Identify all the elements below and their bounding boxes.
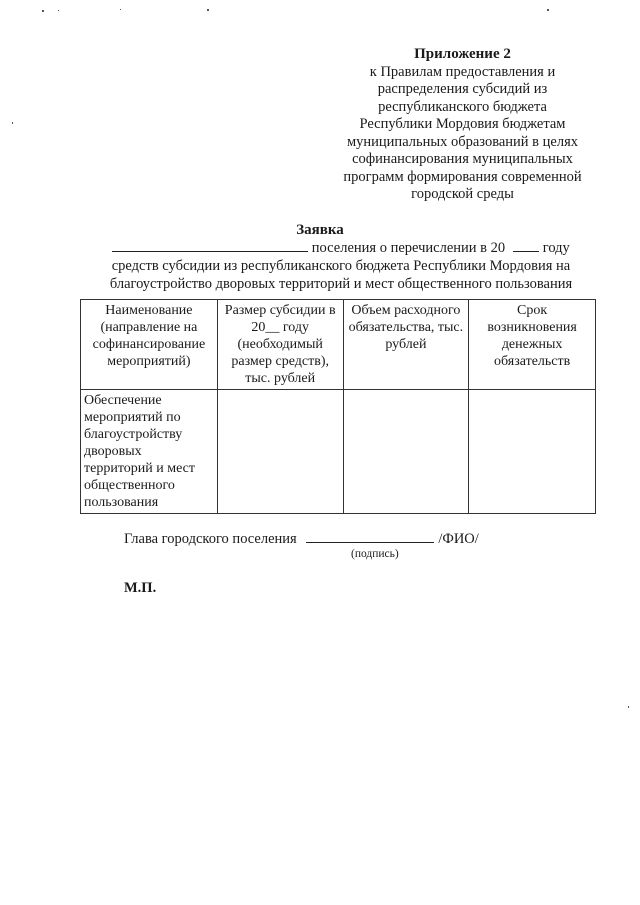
request-line-1 [60,239,622,257]
stamp-place: М.П. [124,580,157,596]
scan-speck [12,122,13,124]
request-line-3: благоустройство дворовых территорий и мест общественного пользования [109,276,573,292]
appendix-line: софинансирования муниципальных [352,151,573,167]
scan-speck [42,10,44,12]
table-cell: Обеспечение мероприятий по благоустройству дворовых территорий и мест общественного пользования [81,390,218,514]
appendix-line: к Правилам предоставления и [369,63,556,80]
appendix-title: Приложение 2 [414,46,511,62]
request-line-2: средств субсидии из республиканского бюджета Республики Мордовия на [111,258,571,274]
table-header-cell: Срок возникновения денежных обязательств [469,300,596,390]
scan-speck [58,10,59,11]
table-cell [343,390,469,514]
year-blank [513,239,539,252]
table-header-cell: Объем расходного обязательства, тыс. рублей [343,300,469,390]
table-cell [469,390,596,514]
request-line-1-text: поселения о перечислении в 20 [311,240,506,256]
settlement-name-blank [112,239,308,252]
signature-caption: (подпись) [351,548,399,560]
request-line-1-end: году [542,240,570,256]
appendix-block [330,46,595,204]
table-header-cell: Размер субсидии в 20__ году (необходимый размер средств), тыс. рублей [217,300,343,390]
appendix-line: республиканского бюджета [378,98,547,115]
table-row [81,390,596,514]
scan-speck [547,9,549,11]
scan-speck [628,706,629,708]
signature-line [124,530,479,548]
signature-label: Глава городского поселения [124,531,297,547]
subsidy-table [80,299,596,514]
scan-speck [120,9,121,10]
request-body [60,239,622,293]
table-cell [217,390,343,514]
signature-blank [306,530,434,543]
appendix-line: распределения субсидий из [377,81,548,97]
appendix-line: Республики Мордовия бюджетам [359,116,566,132]
scan-speck [207,9,209,11]
signature-fio: /ФИО/ [438,531,479,547]
request-title: Заявка [296,222,344,238]
appendix-line: программ формирования современной [343,168,582,185]
appendix-line: городской среды [411,186,514,202]
table-header-cell: Наименование (направление на софинансирование мероприятий) [81,300,218,390]
appendix-line: муниципальных образований в целях [346,133,579,150]
table-header-row [81,300,596,390]
